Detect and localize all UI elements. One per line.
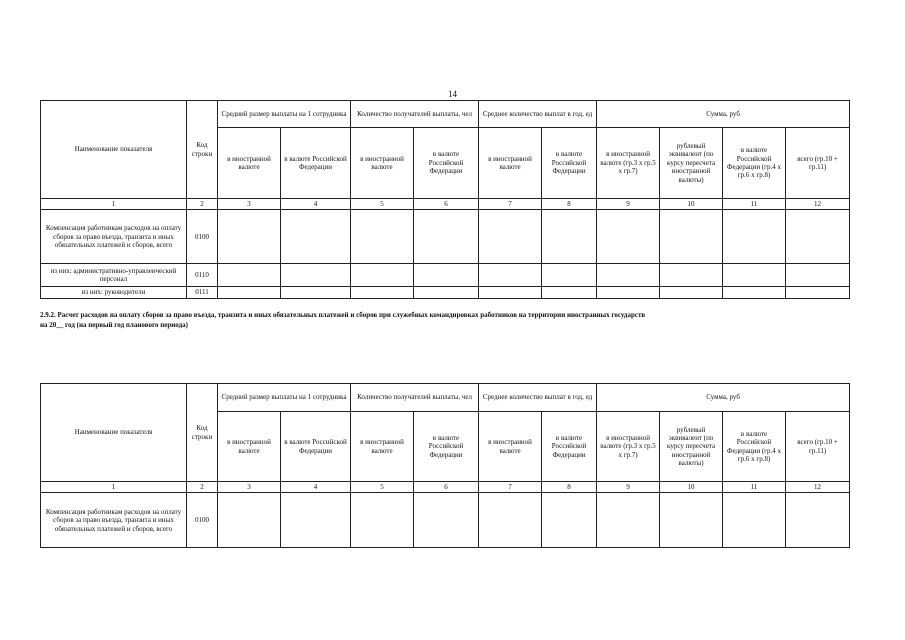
column-number: 12 <box>786 199 850 210</box>
header-col-6: в валюте Российской Федерации <box>414 128 479 199</box>
header-col-11: в валюте Российской Федерации (гр.4 x гр.6 x гр.8) <box>723 128 786 199</box>
header-col-4: в валюте Российской Федерации <box>281 128 351 199</box>
header-col-9: в иностранной валюте (гр.3 x гр.5 x гр.7) <box>597 128 660 199</box>
value-cell[interactable] <box>786 493 850 548</box>
value-cell[interactable] <box>281 493 351 548</box>
value-cell[interactable] <box>660 287 723 298</box>
column-number: 5 <box>351 482 414 493</box>
row-name: Компенсация работникам расходов на оплату сборов за право въезда, транзита и иных обязательных платежей и сборов, всего <box>41 210 187 264</box>
value-cell[interactable] <box>414 264 479 287</box>
header-name: Наименование показателя <box>41 101 187 199</box>
value-cell[interactable] <box>351 210 414 264</box>
payments-table-2 <box>40 383 850 548</box>
row-code: 0100 <box>187 493 218 548</box>
header-avg-count: Среднее количество выплат в год, ед <box>479 101 597 128</box>
row-name: из них: административно-управленческий персонал <box>41 264 187 287</box>
value-cell[interactable] <box>351 493 414 548</box>
value-cell[interactable] <box>281 264 351 287</box>
value-cell[interactable] <box>597 264 660 287</box>
column-numbers-row <box>41 199 850 210</box>
row-name: Компенсация работникам расходов на оплату сборов за право въезда, транзита и иных обязательных платежей и сборов, всего <box>41 493 187 548</box>
value-cell[interactable] <box>479 493 542 548</box>
column-number: 1 <box>41 482 187 493</box>
value-cell[interactable] <box>660 493 723 548</box>
header-col-4: в валюте Российской Федерации <box>281 412 351 482</box>
header-col-10: рублевый эквивалент (по курсу пересчета иностранной валюты) <box>660 128 723 199</box>
column-number: 7 <box>479 199 542 210</box>
value-cell[interactable] <box>218 493 281 548</box>
value-cell[interactable] <box>786 210 850 264</box>
column-number: 9 <box>597 482 660 493</box>
header-code: Код строки <box>187 101 218 199</box>
column-number: 3 <box>218 482 281 493</box>
value-cell[interactable] <box>542 287 597 298</box>
header-col-9: в иностранной валюте (гр.3 x гр.5 x гр.7) <box>597 412 660 482</box>
value-cell[interactable] <box>479 287 542 298</box>
value-cell[interactable] <box>281 287 351 298</box>
column-number: 11 <box>723 482 786 493</box>
value-cell[interactable] <box>414 493 479 548</box>
table-row <box>41 493 850 548</box>
header-col-3: в иностранной валюте <box>218 128 281 199</box>
row-code: 0100 <box>187 210 218 264</box>
header-avg-payment: Средний размер выплаты на 1 сотрудника <box>218 384 351 412</box>
column-numbers-row <box>41 482 850 493</box>
header-col-8: в валюте Российской Федерации <box>542 412 597 482</box>
value-cell[interactable] <box>660 264 723 287</box>
column-number: 9 <box>597 199 660 210</box>
value-cell[interactable] <box>786 287 850 298</box>
value-cell[interactable] <box>351 264 414 287</box>
header-recipients: Количество получателей выплаты, чел <box>351 384 479 412</box>
value-cell[interactable] <box>414 287 479 298</box>
header-col-6: в валюте Российской Федерации <box>414 412 479 482</box>
column-number: 12 <box>786 482 850 493</box>
header-name: Наименование показателя <box>41 384 187 482</box>
column-number: 4 <box>281 199 351 210</box>
header-col-7: в иностранной валюте <box>479 412 542 482</box>
table-row <box>41 210 850 264</box>
column-number: 6 <box>414 199 479 210</box>
value-cell[interactable] <box>723 493 786 548</box>
header-col-5: в иностранной валюте <box>351 128 414 199</box>
header-code: Код строки <box>187 384 218 482</box>
value-cell[interactable] <box>597 210 660 264</box>
table-row <box>41 287 850 298</box>
row-code: 0111 <box>187 287 218 298</box>
value-cell[interactable] <box>542 264 597 287</box>
value-cell[interactable] <box>218 287 281 298</box>
value-cell[interactable] <box>479 264 542 287</box>
value-cell[interactable] <box>542 210 597 264</box>
value-cell[interactable] <box>218 210 281 264</box>
column-number: 11 <box>723 199 786 210</box>
column-number: 7 <box>479 482 542 493</box>
value-cell[interactable] <box>786 264 850 287</box>
payments-table-1 <box>40 100 850 299</box>
value-cell[interactable] <box>542 493 597 548</box>
header-col-7: в иностранной валюте <box>479 128 542 199</box>
value-cell[interactable] <box>723 287 786 298</box>
header-col-11: в валюте Российской Федерации (гр.4 x гр.6 x гр.8) <box>723 412 786 482</box>
section-heading-line2: на 20__ год (на первый год планового периода) <box>40 321 188 330</box>
column-number: 10 <box>660 482 723 493</box>
value-cell[interactable] <box>660 210 723 264</box>
value-cell[interactable] <box>723 264 786 287</box>
column-number: 5 <box>351 199 414 210</box>
header-avg-payment: Средний размер выплаты на 1 сотрудника <box>218 101 351 128</box>
value-cell[interactable] <box>723 210 786 264</box>
header-col-3: в иностранной валюте <box>218 412 281 482</box>
column-number: 10 <box>660 199 723 210</box>
column-number: 2 <box>187 199 218 210</box>
table-row <box>41 264 850 287</box>
header-col-5: в иностранной валюте <box>351 412 414 482</box>
column-number: 6 <box>414 482 479 493</box>
value-cell[interactable] <box>281 210 351 264</box>
column-number: 8 <box>542 199 597 210</box>
value-cell[interactable] <box>414 210 479 264</box>
column-number: 4 <box>281 482 351 493</box>
value-cell[interactable] <box>218 264 281 287</box>
row-code: 0110 <box>187 264 218 287</box>
value-cell[interactable] <box>597 493 660 548</box>
value-cell[interactable] <box>351 287 414 298</box>
header-sum: Сумма, руб <box>597 101 850 128</box>
section-heading <box>40 310 860 330</box>
column-number: 2 <box>187 482 218 493</box>
value-cell[interactable] <box>479 210 542 264</box>
header-col-8: в валюте Российской Федерации <box>542 128 597 199</box>
header-sum: Сумма, руб <box>597 384 850 412</box>
row-name: из них: руководители <box>41 287 187 298</box>
page-number: 14 <box>448 89 457 99</box>
column-number: 8 <box>542 482 597 493</box>
column-number: 1 <box>41 199 187 210</box>
header-col-10: рублевый эквивалент (по курсу пересчета иностранной валюты) <box>660 412 723 482</box>
section-heading-line1: 2.9.2. Расчет расходов на оплату сборов за право въезда, транзита и иных обязательных платежей и сборов при служебных командировках работников на территории иностранных государств <box>40 311 646 319</box>
value-cell[interactable] <box>597 287 660 298</box>
header-col-12: всего (гр.10 + гр.11) <box>786 128 850 199</box>
header-recipients: Количество получателей выплаты, чел <box>351 101 479 128</box>
header-col-12: всего (гр.10 + гр.11) <box>786 412 850 482</box>
header-avg-count: Среднее количество выплат в год, ед <box>479 384 597 412</box>
column-number: 3 <box>218 199 281 210</box>
